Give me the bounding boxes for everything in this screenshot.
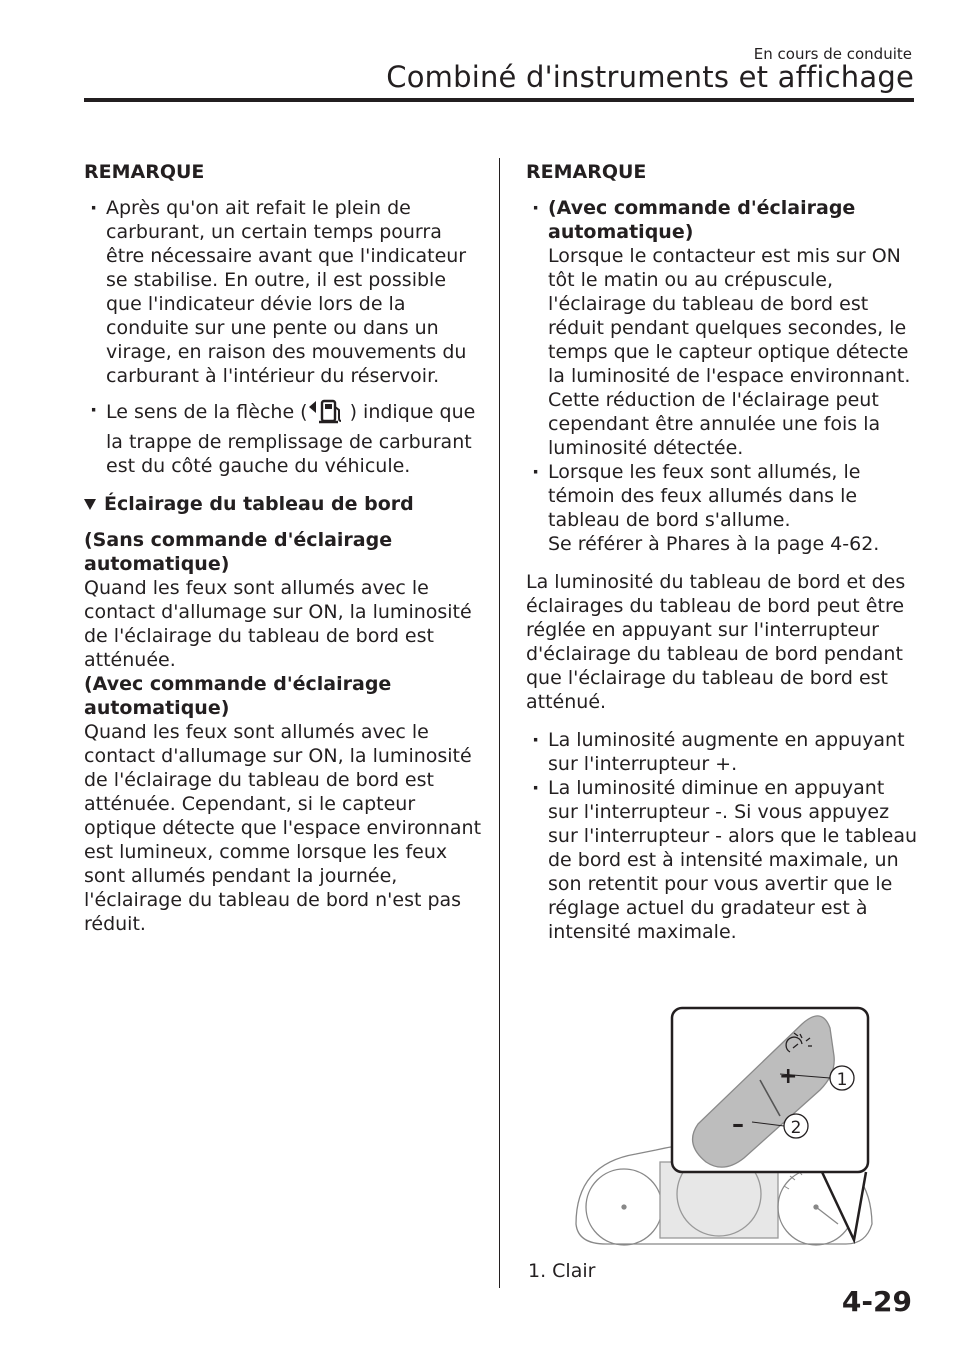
header-rule — [84, 98, 914, 102]
remark-bullet-text: Après qu'on ait refait le plein de carburant, un certain temps pourra être nécessaire avant que l'indicateur se stabilise. En outre, il est possible que l'indicateur dévie lors de la conduite sur une pente ou dans un virage, en raison des mouvements du carburant à l'intérieur du réservoir. — [106, 197, 467, 387]
remark-heading: REMARQUE — [526, 161, 647, 183]
section-heading-text: Éclairage du tableau de bord — [104, 493, 414, 515]
plus-symbol: + — [779, 1064, 798, 1089]
remark-bullet-text: Lorsque le contacteur est mis sur ON tôt le matin ou au crépuscule, l'éclairage du tableau de bord est réduit pendant quelques secondes, le temps que le capteur optique détecte la luminosité de l'espace environnant. Cette réduction de l'éclairage peut cependant être annulée une fois la luminosité détectée. — [548, 245, 911, 459]
figure-caption: 1. Clair — [528, 1260, 596, 1282]
fuel-door-arrow-icon — [308, 398, 350, 430]
bullet-item-text: La luminosité diminue en appuyant sur l'interrupteur -. Si vous appuyez sur l'interrupteur - alors que le tableau de bord est à intensité maximale, un son retentit pour vous avertir que le réglage actuel du gradateur est à intensité maximale. — [548, 777, 918, 943]
subheading: (Sans commande d'éclairage automatique) — [84, 529, 393, 575]
section-heading — [84, 492, 484, 516]
cross-reference: Se référer à Phares à la page 4-62. — [548, 533, 880, 555]
remark-bullet-text: · Lorsque les feux sont allumés, le témoin des feux allumés dans le tableau de bord s'allume. — [548, 461, 861, 531]
body-paragraph: Quand les feux sont allumés avec le contact d'allumage sur ON, la luminosité de l'éclairage du tableau de bord est atténuée. — [84, 577, 472, 671]
callout-pointer — [822, 1172, 866, 1240]
right-column — [526, 160, 918, 944]
dimmer-switch-illustration — [566, 1004, 886, 1254]
remark-bullet-heading: · (Avec commande d'éclairage automatique) — [548, 197, 856, 243]
column-divider — [499, 158, 500, 1288]
subheading: (Avec commande d'éclairage automatique) — [84, 673, 392, 719]
bullet-item — [526, 776, 918, 944]
remark-bullet — [526, 196, 918, 460]
remark-bullet-text: ) indique que la trappe de remplissage de carburant est du côté gauche du véhicule. — [106, 401, 476, 477]
minus-symbol: – — [732, 1110, 744, 1138]
remark-bullet — [526, 460, 918, 556]
remark-bullet-text: Le sens de la flèche ( — [106, 401, 308, 423]
body-paragraph: La luminosité du tableau de bord et des éclairages du tableau de bord peut être réglée en appuyant sur l'interrupteur d'éclairage du tableau de bord pendant que l'éclairage du tableau de bord est atténué. — [526, 571, 906, 713]
left-column — [84, 160, 484, 936]
header-section-label: En cours de conduite — [753, 45, 912, 63]
remark-bullet — [84, 196, 484, 388]
page-title: Combiné d'instruments et affichage — [386, 60, 914, 94]
remark-bullet — [84, 398, 484, 478]
remark-heading: REMARQUE — [84, 161, 205, 183]
callout-number-1: 1 — [836, 1070, 848, 1090]
body-paragraph: Quand les feux sont allumés avec le contact d'allumage sur ON, la luminosité de l'éclairage du tableau de bord est atténuée. Cependant, si le capteur optique détecte que l'espace environnant est lumineux, comme lorsque les feux sont allumés pendant la journée, l'éclairage du tableau de bord n'est pas réduit. — [84, 721, 482, 935]
page-number: 4-29 — [841, 1285, 912, 1318]
triangle-marker-icon — [84, 499, 96, 510]
bullet-item — [526, 728, 918, 776]
bullet-item-text: La luminosité augmente en appuyant sur l'interrupteur +. — [548, 729, 905, 775]
callout-number-2: 2 — [790, 1118, 802, 1138]
